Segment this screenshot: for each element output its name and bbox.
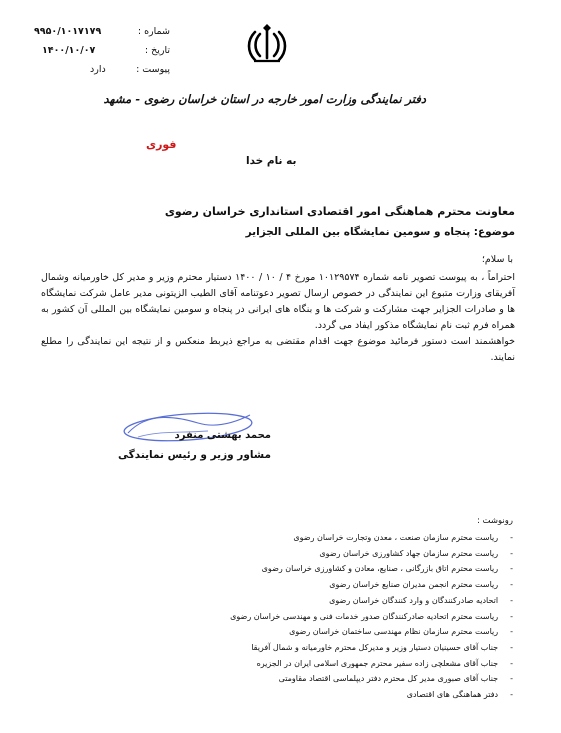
list-dash: - (510, 690, 513, 700)
cc-heading: رونوشت : (476, 516, 513, 526)
list-dash: - (510, 674, 513, 684)
cc-recipient: ریاست محترم اتاق بازرگانی ، صنایع، معادن و کشاورزی خراسان رضوی (261, 564, 499, 574)
list-dash: - (510, 627, 513, 637)
list-dash: - (510, 533, 513, 542)
list-dash: - (510, 564, 513, 574)
cc-recipient: دفتر هماهنگی های اقتصادی (406, 690, 499, 700)
list-item (133, 577, 513, 593)
attachment-value: دارد (90, 64, 106, 75)
list-item (133, 671, 513, 687)
attachment-label: پیوست : (136, 64, 170, 75)
cc-list (133, 530, 513, 703)
body-paragraph: احتراماً ، به پیوست تصویر نامه شماره ۱۰۱۲۹۵۷۴ مورخ ۴ / ۱۰ / ۱۴۰۰ دستیار محترم وزیر و مدیر کل خاورمیانه وشمال آفریقای وزارت متبوع این نمایندگی در خصوص ارسال تصویر دعوتنامه آقای الطیب الزیتونی مدیر عامل شرکت نمایشگاه ها و صادرات الجزایر جهت مشارکت و شرکت ها و بنگاه های ایرانی در پنجاه و سومین نمایشگاه بین المللی آن کشور به همراه فرم ثبت نام نمایشگاه مذکور ایفاد می گردد. (41, 272, 516, 331)
list-dash: - (510, 595, 513, 605)
letter-meta (20, 26, 170, 76)
cc-recipient: ریاست محترم اتحادیه صادرکنندگان صدور خدمات فنی و مهندسی خراسان رضوی (230, 611, 499, 621)
list-dash: - (510, 658, 513, 668)
list-dash: - (510, 642, 513, 652)
date-label: تاریخ : (144, 45, 170, 56)
cc-recipient: ریاست محترم سازمان صنعت ، معدن وتجارت خراسان رضوی (293, 533, 499, 542)
addressee: معاونت محترم هماهنگی امور اقتصادی استانداری خراسان رضوی (164, 205, 515, 218)
list-item (133, 656, 513, 672)
cc-recipient: ریاست محترم سازمان جهاد کشاورزی خراسان رضوی (319, 548, 499, 558)
list-item (133, 546, 513, 562)
body-paragraph: خواهشمند است دستور فرمائید موضوع جهت اقدام مقتضی به مراجع ذیربط منعکس و از نتیجه این نمایندگی را مطلع نمایند. (41, 336, 515, 363)
letter-body (41, 270, 515, 366)
list-item (133, 530, 513, 546)
list-item (133, 593, 513, 609)
cc-recipient: جناب آقای مشعلچی زاده سفیر محترم جمهوری اسلامی ایران در الجزیره (256, 658, 499, 668)
basmala: به نام خدا (246, 155, 297, 167)
urgent-mark: فوری (146, 138, 177, 151)
office-title: دفتر نمایندگی وزارت امور خارجه در استان خراسان رضوی - مشهد (103, 92, 426, 106)
signature-scribble (118, 403, 256, 449)
list-item (133, 561, 513, 577)
salutation: با سلام؛ (481, 254, 513, 265)
list-item (133, 640, 513, 656)
signatory-title: مشاور وزیر و رئیس نمایندگی (118, 449, 271, 461)
list-item (133, 687, 513, 703)
cc-recipient: اتحادیه صادرکنندگان و وارد کنندگان خراسان رضوی (329, 595, 499, 605)
list-item (133, 624, 513, 640)
number-label: شماره : (137, 26, 170, 37)
list-dash: - (510, 611, 513, 621)
cc-recipient: جناب آقای حسینیان دستیار وزیر و مدیرکل محترم خاورمیانه و شمال آفریقا (251, 642, 499, 652)
number-value: ۹۹۵۰/۱۰۱۷۱۷۹ (34, 26, 102, 37)
list-item (133, 609, 513, 625)
list-dash: - (510, 548, 513, 558)
list-dash: - (510, 580, 513, 590)
subject: موضوع: پنجاه و سومین نمایشگاه بین المللی الجزایر (245, 226, 515, 238)
cc-recipient: ریاست محترم سازمان نظام مهندسی ساختمان خراسان رضوی (289, 627, 499, 637)
cc-recipient: ریاست محترم انجمن مدیران صنایع خراسان رضوی (329, 580, 499, 590)
iran-emblem-icon (246, 24, 288, 66)
date-value: ۱۴۰۰/۱۰/۰۷ (42, 45, 96, 56)
cc-recipient: جناب آقای صبوری مدیر کل محترم دفتر دیپلماسی اقتصاد مقاومتی (278, 674, 499, 684)
signatory-name: محمد بهشتی منفرد (174, 430, 271, 441)
